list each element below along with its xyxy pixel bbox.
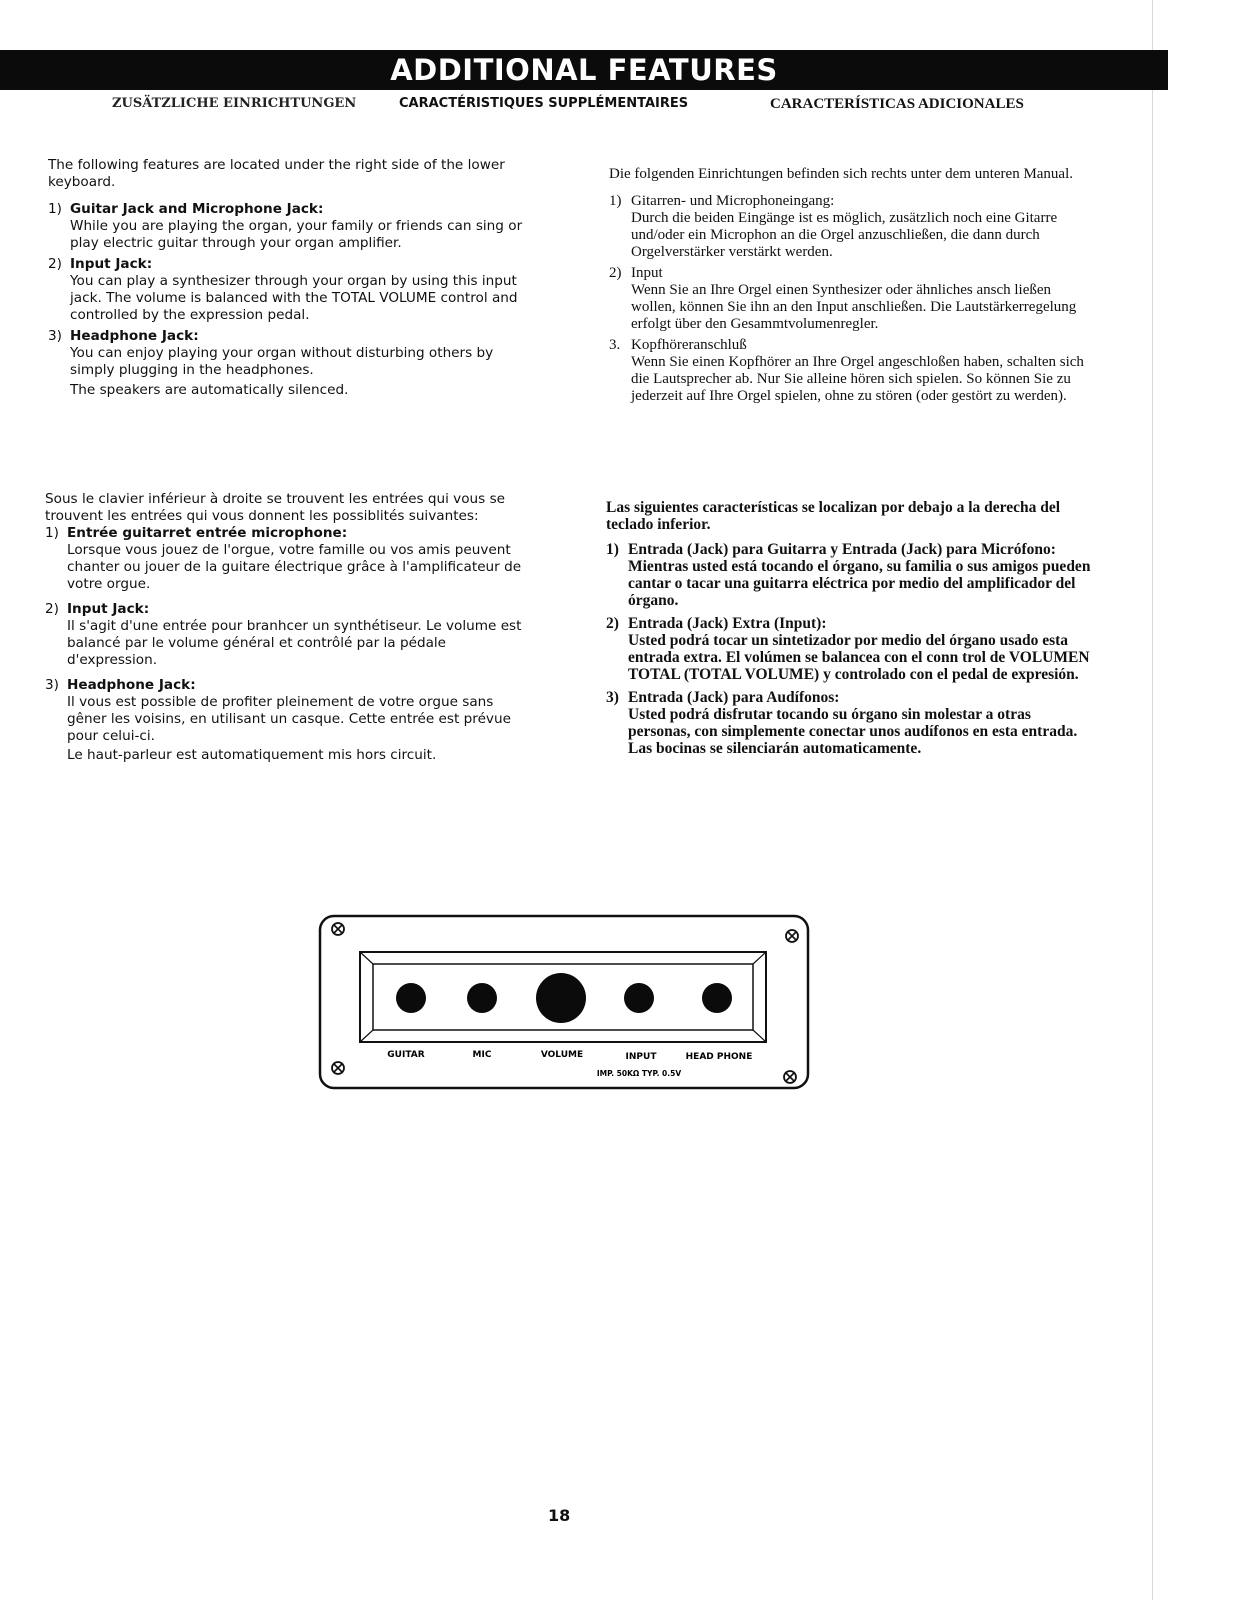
german-section bbox=[609, 166, 1097, 405]
jack-icon bbox=[467, 983, 497, 1013]
item-body: Mientras usted está tocando el órgano, su familia o sus amigos pueden cantar o tacar una guitarra eléctrica por medio del amplificador del órgano. bbox=[628, 558, 1091, 609]
item-number: 1) bbox=[609, 193, 622, 209]
jack-icon bbox=[396, 983, 426, 1013]
item-title: Entrée guitarret entrée microphone: bbox=[67, 525, 348, 541]
screw-icon bbox=[332, 1062, 344, 1074]
spanish-item-1 bbox=[606, 541, 1096, 609]
item-title: Headphone Jack: bbox=[70, 328, 199, 344]
spanish-intro: Las siguientes características se localizan por debajo a la derecha del teclado inferior. bbox=[606, 499, 1061, 533]
item-title: Guitar Jack and Microphone Jack: bbox=[70, 201, 324, 217]
item-number: 3) bbox=[45, 677, 59, 693]
item-title: Kopfhöreranschluß bbox=[631, 337, 747, 353]
item-title: Gitarren- und Microphoneingang: bbox=[631, 193, 835, 209]
german-item-3 bbox=[609, 337, 1097, 405]
spanish-item-3 bbox=[606, 689, 1096, 757]
item-number: 3) bbox=[606, 689, 619, 706]
german-item-2 bbox=[609, 265, 1097, 333]
item-body: Durch die beiden Eingänge ist es möglich, zusätzlich noch eine Gitarre und/oder ein Microphon an die Orgel anzuschließen, die dann durch Orgelverstärker verstärkt werden. bbox=[631, 210, 1058, 260]
jack-icon bbox=[624, 983, 654, 1013]
item-title: Entrada (Jack) Extra (Input): bbox=[628, 615, 827, 632]
french-section bbox=[45, 491, 535, 764]
item-body: You can enjoy playing your organ without disturbing others by simply plugging in the headphones. bbox=[70, 345, 494, 378]
item-number: 2) bbox=[45, 601, 59, 617]
item-title: Headphone Jack: bbox=[67, 677, 196, 693]
label-input: INPUT bbox=[625, 1052, 657, 1062]
item-body: Il vous est possible de profiter pleinement de votre orgue sans gêner les voisins, en utilisant un casque. Cette entrée est prévue pour celui-ci. bbox=[67, 694, 511, 744]
item-number: 3) bbox=[48, 328, 62, 344]
item-note: Le haut-parleur est automatiquement mis hors circuit. bbox=[67, 747, 437, 763]
knob-icon bbox=[536, 973, 586, 1023]
french-intro: Sous le clavier inférieur à droite se trouvent les entrées qui vous se trouvent les entrées qui vous donnent les possiblités suivantes: bbox=[45, 491, 506, 524]
jack-panel-illustration bbox=[318, 914, 812, 1092]
subtitle-row bbox=[0, 92, 1168, 118]
french-item-2 bbox=[45, 601, 535, 669]
item-title: Entrada (Jack) para Audífonos: bbox=[628, 689, 840, 706]
screw-icon bbox=[332, 923, 344, 935]
label-input-spec: IMP. 50KΩ TYP. 0.5V bbox=[596, 1069, 682, 1078]
item-number: 2) bbox=[609, 265, 622, 281]
french-item-1 bbox=[45, 525, 535, 593]
english-item-1 bbox=[48, 201, 536, 252]
label-headphone: HEAD PHONE bbox=[685, 1052, 753, 1062]
item-number: 2) bbox=[48, 256, 62, 272]
screw-icon bbox=[786, 930, 798, 942]
english-section bbox=[48, 157, 536, 399]
item-body: Wenn Sie einen Kopfhörer an Ihre Orgel angeschloßen haben, schalten sich die Lautsprecher ab. Nur Sie alleine hören sich spielen. So können Sie zu jederzeit auf Ihre Orgel spielen, ohne zu stören (oder gestört zu werden). bbox=[631, 354, 1084, 404]
label-guitar: GUITAR bbox=[387, 1050, 425, 1060]
jack-icon bbox=[702, 983, 732, 1013]
item-body: Wenn Sie an Ihre Orgel einen Synthesizer oder ähnliches ansch ließen wollen, können Sie ihn an den Input anschließen. Die Lautstärkerregelung erfolgt über den Gesammtvolumenregler. bbox=[631, 282, 1077, 332]
spanish-section bbox=[606, 499, 1096, 757]
item-body: Il s'agit d'une entrée pour branhcer un synthétiseur. Le volume est balancé par le volume général et contrôlé par la pédale d'expression. bbox=[67, 618, 522, 668]
subtitle-german: ZUSÄTZLICHE EINRICHTUNGEN bbox=[112, 96, 357, 111]
item-number: 1) bbox=[45, 525, 59, 541]
jack-panel-svg bbox=[318, 914, 812, 1092]
page-number: 18 bbox=[548, 1506, 571, 1525]
subtitle-spanish: CARACTERÍSTICAS ADICIONALES bbox=[770, 96, 1024, 112]
item-number: 2) bbox=[606, 615, 619, 632]
header-bar bbox=[0, 50, 1168, 90]
english-item-2 bbox=[48, 256, 536, 324]
item-body: While you are playing the organ, your family or friends can sing or play electric guitar through your organ amplifier. bbox=[70, 218, 523, 251]
page-edge bbox=[1152, 0, 1153, 1600]
item-number: 1) bbox=[48, 201, 62, 217]
item-title: Input bbox=[631, 265, 663, 281]
screw-icon bbox=[784, 1071, 796, 1083]
french-item-3 bbox=[45, 677, 535, 764]
label-volume: VOLUME bbox=[540, 1050, 584, 1060]
item-title: Input Jack: bbox=[70, 256, 153, 272]
item-body: Usted podrá disfrutar tocando su órgano sin molestar a otras personas, con simplemente conectar unos audífonos en esta entrada. Las bocinas se silenciarán automaticamente. bbox=[628, 706, 1078, 757]
item-number: 1) bbox=[606, 541, 619, 558]
item-body: You can play a synthesizer through your organ by using this input jack. The volume is balanced with the TOTAL VOLUME control and controlled by the expression pedal. bbox=[70, 273, 518, 323]
item-body: Lorsque vous jouez de l'orgue, votre famille ou vos amis peuvent chanter ou jouer de la guitare électrique grâce à l'amplificateur de votre orgue. bbox=[67, 542, 522, 592]
english-item-3 bbox=[48, 328, 536, 399]
english-intro: The following features are located under the right side of the lower keyboard. bbox=[48, 157, 505, 190]
item-body: Usted podrá tocar un sintetizador por medio del órgano usado esta entrada extra. El volúmen se balancea con el conn trol de VOLUMEN TOTAL (TOTAL VOLUME) y controlado con el pedal de expresión. bbox=[628, 632, 1090, 683]
item-title: Input Jack: bbox=[67, 601, 150, 617]
item-note: The speakers are automatically silenced. bbox=[70, 382, 349, 398]
item-number: 3. bbox=[609, 337, 621, 353]
page-title: ADDITIONAL FEATURES bbox=[390, 53, 778, 87]
spanish-item-2 bbox=[606, 615, 1096, 683]
german-item-1 bbox=[609, 193, 1097, 261]
label-mic: MIC bbox=[472, 1050, 492, 1060]
german-intro: Die folgenden Einrichtungen befinden sich rechts unter dem unteren Manual. bbox=[609, 166, 1074, 182]
item-title: Entrada (Jack) para Guitarra y Entrada (Jack) para Micrófono: bbox=[628, 541, 1056, 558]
subtitle-french: CARACTÉRISTIQUES SUPPLÉMENTAIRES bbox=[399, 96, 689, 111]
